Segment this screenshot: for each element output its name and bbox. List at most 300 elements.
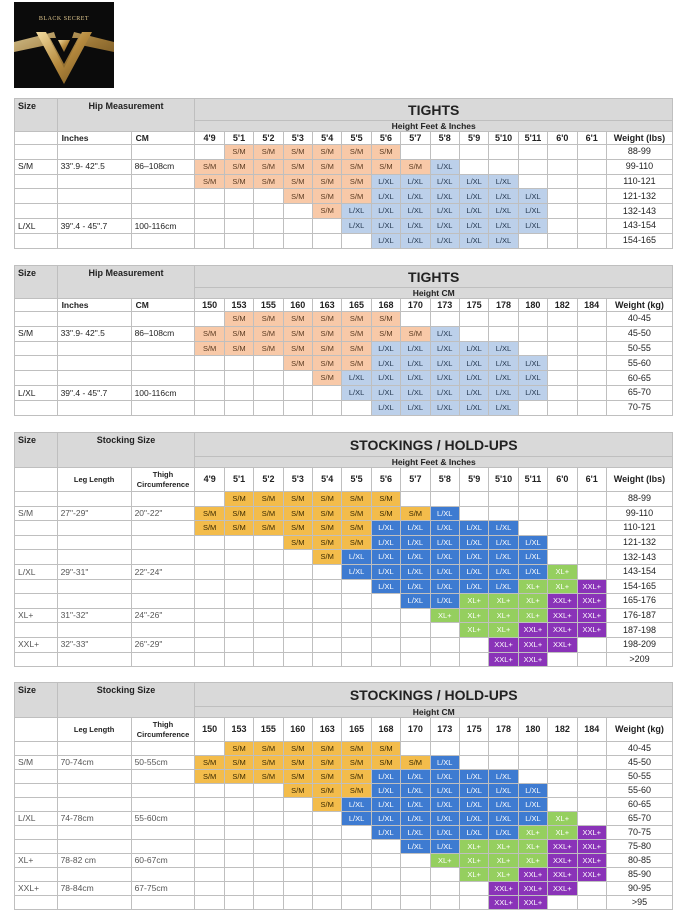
empty-cell [313, 637, 342, 652]
size-cell: L/XL [371, 826, 400, 840]
measurement-header: Hip Measurement [57, 99, 195, 132]
size-cell: L/XL [430, 204, 459, 219]
size-cell: S/M [195, 341, 224, 356]
measure-empty [131, 652, 195, 667]
weight-range: 132-143 [606, 550, 672, 565]
size-cell: L/XL [371, 784, 400, 798]
brand-name: BLACK SECRET [38, 16, 90, 22]
chart-title: STOCKINGS / HOLD-UPS [195, 683, 673, 707]
empty-cell [254, 579, 283, 594]
chart-subtitle: Height CM [195, 288, 673, 299]
size-cell: L/XL [489, 233, 518, 248]
size-cell: L/XL [401, 535, 430, 550]
size-cell: S/M [342, 356, 371, 371]
size-cell: L/XL [371, 798, 400, 812]
measure-empty [57, 594, 131, 609]
measure-empty [57, 174, 131, 189]
empty-cell [548, 204, 577, 219]
size-cell: XXL+ [548, 594, 577, 609]
size-cell: XL+ [459, 854, 488, 868]
measure-value-a: 78-82 cm [57, 854, 131, 868]
size-cell: S/M [224, 756, 253, 770]
empty-cell [548, 174, 577, 189]
height-column-header: 4'9 [195, 468, 224, 492]
size-column-blank [15, 718, 58, 742]
table-row [15, 608, 673, 623]
measure-value-b: 60-67cm [131, 854, 195, 868]
height-column-header: 163 [312, 299, 341, 312]
size-cell: S/M [283, 506, 312, 521]
height-column-header: 175 [459, 299, 488, 312]
size-cell: XXL+ [548, 854, 577, 868]
size-cell: XXL+ [577, 854, 606, 868]
size-cell: L/XL [489, 564, 518, 579]
empty-cell [283, 882, 312, 896]
size-cell: L/XL [430, 826, 459, 840]
size-cell: S/M [254, 742, 283, 756]
measure-value-a: 33".9- 42".5 [57, 326, 131, 341]
height-column-header: 5'8 [430, 132, 459, 145]
size-group-empty [15, 174, 58, 189]
empty-cell [459, 506, 488, 521]
empty-cell [518, 159, 547, 174]
empty-cell [577, 326, 606, 341]
measure-empty [57, 371, 131, 386]
size-cell: L/XL [371, 174, 400, 189]
size-cell: L/XL [371, 400, 400, 415]
sub-header-a: Inches [57, 132, 131, 145]
empty-cell [518, 341, 547, 356]
size-cell: S/M [224, 326, 253, 341]
empty-cell [577, 233, 606, 248]
size-cell: S/M [254, 159, 283, 174]
empty-cell [371, 623, 400, 638]
empty-cell [283, 868, 312, 882]
size-cell: S/M [254, 492, 283, 507]
empty-cell [518, 506, 547, 521]
size-cell: L/XL [371, 535, 400, 550]
empty-cell [459, 145, 488, 160]
weight-range: 55-60 [606, 356, 672, 371]
empty-cell [548, 218, 577, 233]
height-column-header: 5'4 [313, 468, 342, 492]
table-row [15, 204, 673, 219]
measure-empty [131, 189, 195, 204]
empty-cell [548, 742, 577, 756]
empty-cell [430, 637, 459, 652]
size-cell: L/XL [401, 812, 430, 826]
size-cell: L/XL [430, 770, 459, 784]
chart-title: STOCKINGS / HOLD-UPS [195, 433, 673, 457]
empty-cell [224, 535, 253, 550]
size-cell: L/XL [518, 371, 547, 386]
weight-range: 50-55 [606, 770, 672, 784]
weight-range: >209 [606, 652, 672, 667]
size-cell: S/M [401, 159, 430, 174]
size-group-empty [15, 371, 58, 386]
chart-header-row [15, 266, 673, 288]
weight-range: 88-99 [606, 492, 672, 507]
weight-range: 176-187 [606, 608, 672, 623]
sub-header-b: CM [131, 299, 195, 312]
size-group-empty [15, 356, 58, 371]
size-cell: XXL+ [548, 623, 577, 638]
empty-cell [195, 784, 224, 798]
empty-cell [283, 608, 312, 623]
chart-header-row [15, 433, 673, 457]
empty-cell [489, 312, 518, 327]
size-cell: L/XL [401, 840, 430, 854]
size-cell: S/M [312, 312, 341, 327]
size-cell: S/M [195, 770, 224, 784]
size-cell: L/XL [401, 521, 430, 536]
size-cell: S/M [224, 742, 253, 756]
size-cell: L/XL [459, 204, 488, 219]
size-cell: XXL+ [489, 652, 518, 667]
size-cell: XL+ [459, 623, 488, 638]
empty-cell [401, 854, 430, 868]
empty-cell [342, 652, 371, 667]
height-column-header: 5'11 [518, 468, 547, 492]
size-column-blank [15, 468, 58, 492]
size-cell: XL+ [548, 579, 577, 594]
empty-cell [577, 371, 606, 386]
measure-value-b: 20"-22" [131, 506, 195, 521]
size-cell: XXL+ [548, 882, 577, 896]
measure-empty [57, 840, 131, 854]
size-group-label: L/XL [15, 218, 58, 233]
size-cell: XXL+ [518, 882, 547, 896]
empty-cell [224, 826, 253, 840]
size-chart-stockings-cm [14, 682, 673, 910]
height-column-header: 5'10 [489, 468, 518, 492]
height-column-header: 5'2 [254, 468, 283, 492]
empty-cell [489, 326, 518, 341]
empty-cell [224, 204, 253, 219]
size-cell: S/M [283, 492, 312, 507]
size-cell: L/XL [518, 535, 547, 550]
size-cell: S/M [401, 756, 430, 770]
size-group-label: XXL+ [15, 882, 58, 896]
size-cell: L/XL [459, 564, 488, 579]
measurement-header: Stocking Size [57, 683, 195, 718]
empty-cell [254, 652, 283, 667]
size-cell: S/M [254, 506, 283, 521]
height-column-header: 5'4 [312, 132, 341, 145]
table-row [15, 896, 673, 910]
size-cell: XL+ [518, 826, 547, 840]
height-column-header: 184 [577, 718, 606, 742]
table-row [15, 506, 673, 521]
column-header-row [15, 132, 673, 145]
size-cell: L/XL [342, 798, 371, 812]
size-cell: S/M [342, 756, 371, 770]
chart-title: TIGHTS [195, 266, 673, 288]
size-cell: S/M [342, 174, 371, 189]
empty-cell [577, 174, 606, 189]
weight-range: 198-209 [606, 637, 672, 652]
size-cell: L/XL [430, 385, 459, 400]
size-cell: L/XL [371, 204, 400, 219]
empty-cell [518, 400, 547, 415]
size-cell: S/M [342, 784, 371, 798]
size-cell: XL+ [489, 868, 518, 882]
size-cell: L/XL [401, 770, 430, 784]
empty-cell [224, 798, 253, 812]
height-column-header: 5'8 [430, 468, 459, 492]
size-cell: XXL+ [548, 608, 577, 623]
size-group-empty [15, 550, 58, 565]
weight-range: 90-95 [606, 882, 672, 896]
empty-cell [195, 218, 224, 233]
height-column-header: 168 [371, 299, 400, 312]
empty-cell [548, 326, 577, 341]
size-group-empty [15, 623, 58, 638]
size-cell: XL+ [548, 826, 577, 840]
empty-cell [518, 312, 547, 327]
height-column-header: 153 [224, 299, 253, 312]
size-cell: S/M [312, 204, 341, 219]
size-cell: S/M [371, 312, 400, 327]
empty-cell [401, 623, 430, 638]
size-cell: L/XL [459, 233, 488, 248]
table-row [15, 594, 673, 609]
table-row [15, 341, 673, 356]
empty-cell [548, 492, 577, 507]
table-row [15, 579, 673, 594]
table-row [15, 233, 673, 248]
table-row [15, 145, 673, 160]
size-cell: L/XL [371, 356, 400, 371]
empty-cell [577, 341, 606, 356]
empty-cell [254, 550, 283, 565]
size-cell: L/XL [489, 798, 518, 812]
size-cell: S/M [342, 770, 371, 784]
table-row [15, 312, 673, 327]
measure-empty [131, 594, 195, 609]
chart-header-row [15, 683, 673, 707]
weight-range: 65-70 [606, 385, 672, 400]
height-column-header: 5'5 [342, 132, 371, 145]
table-row [15, 826, 673, 840]
size-cell: XL+ [518, 840, 547, 854]
measure-empty [131, 521, 195, 536]
empty-cell [195, 312, 224, 327]
size-cell: XXL+ [489, 637, 518, 652]
size-cell: L/XL [371, 371, 400, 386]
empty-cell [283, 371, 312, 386]
weight-range: 55-60 [606, 784, 672, 798]
measure-value-a: 31"-32" [57, 608, 131, 623]
size-cell: S/M [312, 371, 341, 386]
size-cell: XXL+ [577, 826, 606, 840]
empty-cell [195, 550, 224, 565]
table-row [15, 550, 673, 565]
empty-cell [313, 564, 342, 579]
table-row [15, 770, 673, 784]
size-cell: L/XL [371, 385, 400, 400]
size-cell: XL+ [548, 564, 577, 579]
measure-value-b: 100-116cm [131, 218, 195, 233]
empty-cell [224, 189, 253, 204]
size-cell: L/XL [459, 535, 488, 550]
size-cell: L/XL [401, 204, 430, 219]
weight-column-header: Weight (lbs) [606, 132, 672, 145]
measure-empty [131, 204, 195, 219]
size-cell: L/XL [401, 798, 430, 812]
empty-cell [577, 535, 606, 550]
size-cell: XXL+ [518, 868, 547, 882]
size-cell: S/M [283, 174, 312, 189]
empty-cell [342, 608, 371, 623]
empty-cell [489, 756, 518, 770]
size-column-blank [15, 299, 58, 312]
size-cell: S/M [224, 521, 253, 536]
size-group-empty [15, 521, 58, 536]
measure-value-b: 67-75cm [131, 882, 195, 896]
measure-empty [57, 189, 131, 204]
size-cell: S/M [342, 159, 371, 174]
measure-empty [131, 896, 195, 910]
height-column-header: 170 [401, 718, 430, 742]
size-cell: L/XL [430, 535, 459, 550]
measure-value-a: 70-74cm [57, 756, 131, 770]
empty-cell [577, 637, 606, 652]
size-cell: L/XL [518, 385, 547, 400]
measure-value-a: 39".4 - 45".7 [57, 218, 131, 233]
size-cell: S/M [254, 326, 283, 341]
measure-value-b: 55-60cm [131, 812, 195, 826]
size-cell: L/XL [401, 826, 430, 840]
size-cell: L/XL [401, 371, 430, 386]
empty-cell [342, 868, 371, 882]
empty-cell [195, 840, 224, 854]
height-column-header: 6'1 [577, 132, 606, 145]
height-column-header: 180 [518, 299, 547, 312]
empty-cell [342, 882, 371, 896]
size-cell: L/XL [518, 798, 547, 812]
empty-cell [283, 385, 312, 400]
weight-range: 132-143 [606, 204, 672, 219]
empty-cell [489, 506, 518, 521]
measure-empty [57, 145, 131, 160]
empty-cell [430, 312, 459, 327]
size-cell: L/XL [489, 204, 518, 219]
empty-cell [371, 882, 400, 896]
size-cell: L/XL [518, 218, 547, 233]
size-cell: L/XL [371, 770, 400, 784]
size-group-empty [15, 189, 58, 204]
size-cell: S/M [342, 341, 371, 356]
size-cell: S/M [342, 326, 371, 341]
size-cell: L/XL [489, 550, 518, 565]
height-column-header: 182 [548, 718, 577, 742]
size-cell: L/XL [430, 189, 459, 204]
size-cell: S/M [254, 756, 283, 770]
measure-empty [131, 798, 195, 812]
empty-cell [518, 145, 547, 160]
size-cell: L/XL [430, 594, 459, 609]
empty-cell [548, 535, 577, 550]
measure-empty [131, 550, 195, 565]
table-row [15, 371, 673, 386]
height-column-header: 155 [254, 718, 283, 742]
column-header-row [15, 718, 673, 742]
weight-range: 40-45 [606, 312, 672, 327]
table-row [15, 385, 673, 400]
size-cell: L/XL [342, 204, 371, 219]
empty-cell [283, 812, 312, 826]
size-cell: L/XL [489, 812, 518, 826]
size-cell: L/XL [430, 326, 459, 341]
measure-value-a: 78-84cm [57, 882, 131, 896]
height-column-header: 160 [283, 718, 312, 742]
empty-cell [254, 564, 283, 579]
empty-cell [401, 637, 430, 652]
size-cell: L/XL [430, 784, 459, 798]
empty-cell [283, 854, 312, 868]
empty-cell [224, 356, 253, 371]
size-cell: L/XL [430, 218, 459, 233]
size-cell: L/XL [489, 189, 518, 204]
empty-cell [371, 854, 400, 868]
empty-cell [430, 623, 459, 638]
empty-cell [401, 868, 430, 882]
empty-cell [224, 550, 253, 565]
size-cell: S/M [342, 145, 371, 160]
measure-empty [57, 770, 131, 784]
sub-header-a: Inches [57, 299, 131, 312]
empty-cell [577, 385, 606, 400]
size-cell: S/M [195, 159, 224, 174]
empty-cell [577, 356, 606, 371]
empty-cell [224, 594, 253, 609]
size-cell: S/M [254, 145, 283, 160]
empty-cell [459, 492, 488, 507]
empty-cell [312, 400, 341, 415]
height-column-header: 168 [371, 718, 400, 742]
size-cell: L/XL [401, 550, 430, 565]
weight-range: 99-110 [606, 506, 672, 521]
empty-cell [371, 594, 400, 609]
size-cell: XXL+ [518, 896, 547, 910]
weight-range: 154-165 [606, 579, 672, 594]
size-cell: S/M [195, 756, 224, 770]
empty-cell [224, 371, 253, 386]
empty-cell [195, 356, 224, 371]
empty-cell [459, 742, 488, 756]
size-cell: XL+ [489, 594, 518, 609]
measure-value-b: 22"-24" [131, 564, 195, 579]
size-cell: L/XL [459, 521, 488, 536]
empty-cell [224, 579, 253, 594]
empty-cell [489, 492, 518, 507]
empty-cell [224, 385, 253, 400]
size-cell: S/M [283, 341, 312, 356]
empty-cell [313, 826, 342, 840]
weight-column-header: Weight (lbs) [606, 468, 672, 492]
measure-empty [131, 356, 195, 371]
size-cell: XXL+ [577, 608, 606, 623]
size-header: Size [15, 99, 58, 132]
size-cell: S/M [312, 159, 341, 174]
measure-empty [57, 652, 131, 667]
size-cell: L/XL [430, 798, 459, 812]
size-group-label: S/M [15, 326, 58, 341]
size-group-empty [15, 233, 58, 248]
table-row [15, 854, 673, 868]
empty-cell [195, 812, 224, 826]
